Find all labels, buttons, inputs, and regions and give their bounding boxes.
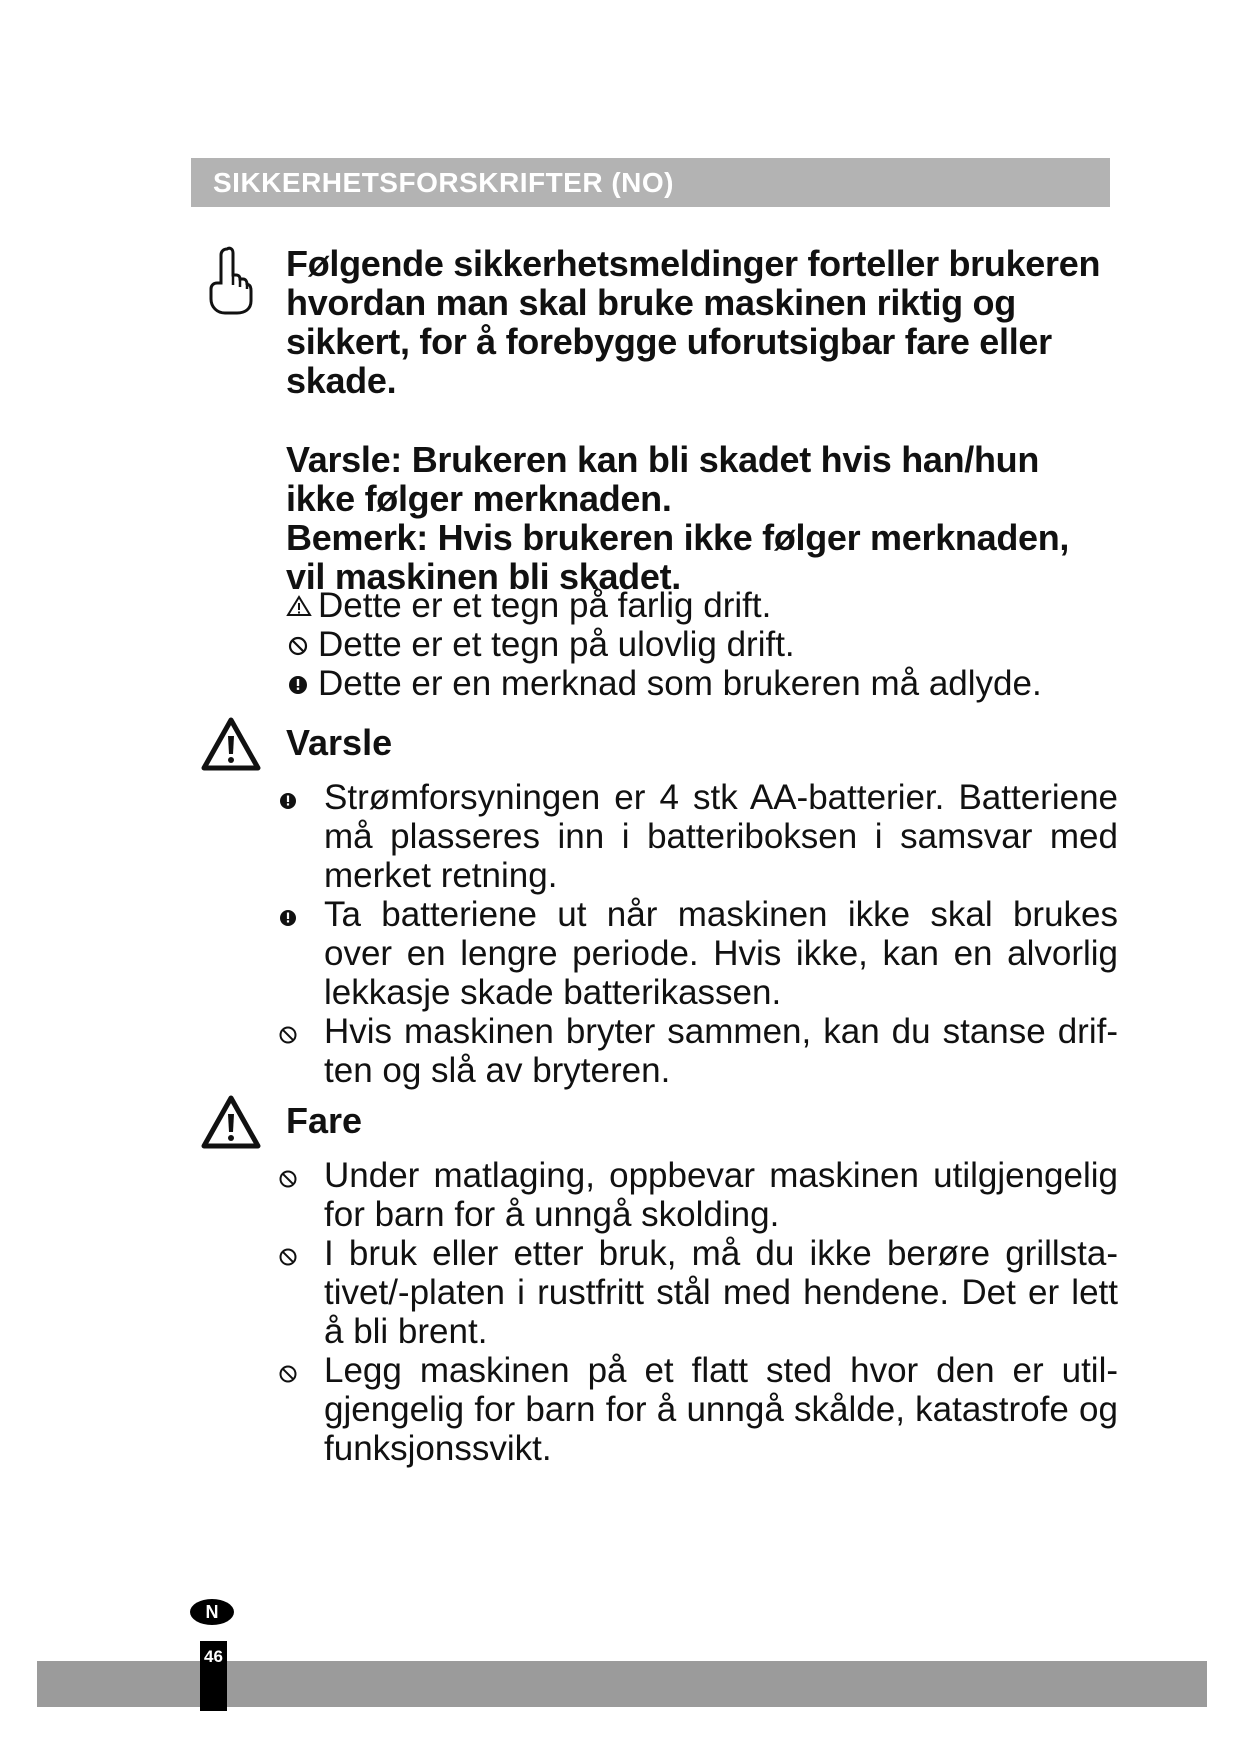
varsle-section: [200, 716, 1120, 1090]
list-item: [278, 1351, 1118, 1468]
section-header-bar: [191, 158, 1110, 207]
section-title: Varsle: [286, 722, 393, 763]
list-item: [278, 1012, 1118, 1090]
list-item-text: Hvis maskinen bryter sammen, kan du stanse driften og slå av bryteren.: [324, 1012, 1118, 1090]
list-item-text: I bruk eller etter bruk, må du ikke berøre grillstativet/-platen i rustfritt stål med hendene. Det er lett å bli brent.: [324, 1234, 1118, 1351]
legend-text: Dette er et tegn på ulovlig drift.: [318, 625, 795, 664]
list-item-text: Under matlaging, oppbevar maskinen utilgjengelig for barn for å unngå skolding.: [324, 1156, 1118, 1234]
legend-item: [286, 664, 1106, 703]
page-number: 46: [200, 1641, 227, 1711]
exclamation-icon: [278, 790, 300, 812]
list-item-text: Ta batteriene ut når maskinen ikke skal brukes over en lengre periode. Hvis ikke, kan en alvorlig lekkasje skade batterikassen.: [324, 895, 1118, 1012]
exclamation-icon: [278, 907, 300, 929]
warning-triangle-icon: [200, 716, 262, 772]
legend-item: [286, 625, 1106, 664]
prohibition-icon: [278, 1363, 300, 1385]
warning-triangle-icon: [286, 594, 312, 618]
list-item: [278, 1234, 1118, 1351]
warning-triangle-icon: [200, 1094, 262, 1150]
varsle-definition: Varsle: Brukeren kan bli skadet hvis han/hun ikke følger merknaden.: [286, 439, 1040, 519]
legend-text: Dette er et tegn på farlig drift.: [318, 586, 772, 625]
intro-text: [286, 244, 1116, 596]
prohibition-icon: [278, 1168, 300, 1190]
list-item-text: Legg maskinen på et flatt sted hvor den er utilgjengelig for barn for å unngå skålde, katastrofe og funksjonssvikt.: [324, 1351, 1118, 1468]
symbol-legend: [286, 586, 1106, 703]
pointing-hand-icon: [205, 245, 253, 315]
intro-paragraph: Følgende sikkerhetsmeldinger forteller brukeren hvordan man skal bruke maskinen riktig og sikkert, for å forebygge uforutsigbar fare eller skade.: [286, 243, 1101, 401]
language-badge: N: [190, 1599, 234, 1625]
list-item: [278, 895, 1118, 1012]
legend-text: Dette er en merknad som brukeren må adlyde.: [318, 664, 1042, 703]
prohibition-icon: [278, 1024, 300, 1046]
list-item-text: Strømforsyningen er 4 stk AA-batterier. Batteriene må plasseres inn i batteriboksen i samsvar med merket retning.: [324, 778, 1118, 895]
list-item: [278, 1156, 1118, 1234]
exclamation-icon: [286, 672, 312, 696]
section-header-title: SIKKERHETSFORSKRIFTER (NO): [213, 166, 674, 198]
prohibition-icon: [286, 633, 312, 657]
prohibition-icon: [278, 1246, 300, 1268]
list-item: [278, 778, 1118, 895]
bemerk-definition: Bemerk: Hvis brukeren ikke følger merknaden, vil maskinen bli skadet.: [286, 517, 1070, 597]
legend-item: [286, 586, 1106, 625]
fare-section: [200, 1094, 1120, 1468]
section-title: Fare: [286, 1100, 363, 1141]
